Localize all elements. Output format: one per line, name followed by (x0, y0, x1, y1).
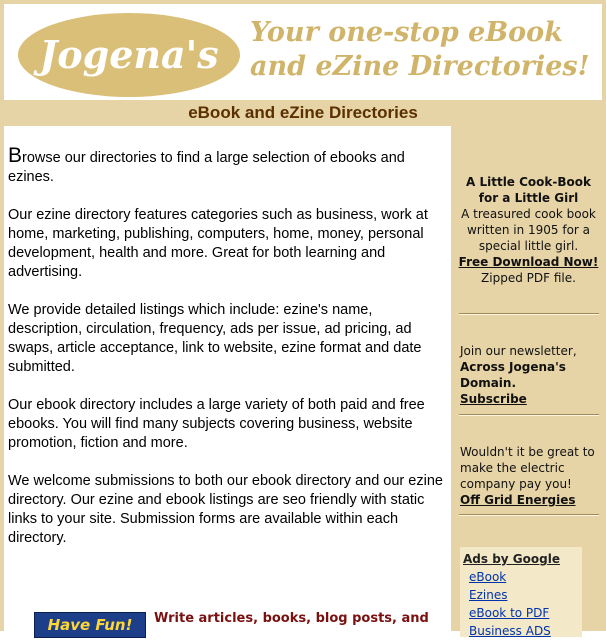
sidebar-divider (459, 313, 599, 315)
tagline-line-2: and eZine Directories! (250, 51, 590, 82)
sidebar-divider (459, 414, 599, 416)
promo-text[interactable]: Write articles, books, blog posts, and (154, 611, 429, 626)
site-logo[interactable]: Jogena's (39, 32, 219, 77)
submissions-paragraph: We welcome submissions to both our ebook directory and our ezine directory. Our ezine and ebook listings are seo friendly with static links to your site. Submission forms are available within each directory. (8, 473, 443, 546)
sidebar (453, 126, 602, 638)
page-title: eBook and eZine Directories (188, 103, 418, 122)
main-content (4, 126, 451, 634)
ad-link[interactable]: eBook (469, 570, 507, 584)
ads-heading[interactable]: Ads by Google (463, 552, 560, 566)
dropcap-letter: B (8, 144, 23, 167)
intro-paragraph (4, 146, 451, 187)
book-note: Zipped PDF file. (481, 271, 576, 285)
off-grid-energies-link[interactable]: Off Grid Energies (460, 493, 576, 507)
subscribe-link[interactable]: Subscribe (460, 392, 527, 406)
ebook-paragraph: Our ebook directory includes a large variety of both paid and free ebooks. You will find many subjects covering business, website promotion, fiction and more. (8, 397, 425, 451)
ad-link[interactable]: Ezines (469, 588, 508, 602)
ezine-paragraph: Our ezine directory features categories such as business, work at home, marketing, publishing, computers, home, money, personal development, health and more. Great for both learning and advertising. (8, 207, 428, 280)
free-download-link[interactable]: Free Download Now! (458, 255, 599, 269)
sidebar-divider (459, 514, 599, 516)
site-header (4, 4, 602, 100)
promo-banner-image[interactable]: Have Fun! (34, 612, 146, 638)
ad-link[interactable]: Business ADS (469, 624, 551, 638)
energy-block (460, 444, 602, 508)
newsletter-block (460, 343, 602, 407)
intro-text: rowse our directories to find a large selection of ebooks and ezines. (8, 150, 405, 185)
newsletter-intro: Join our newsletter, (460, 344, 577, 358)
site-tagline (250, 16, 602, 84)
book-title-line-1: A Little Cook-Book (466, 175, 591, 189)
ad-link[interactable]: eBook to PDF (469, 606, 550, 620)
google-ads-box (460, 547, 582, 637)
featured-book (457, 174, 600, 286)
listings-paragraph: We provide detailed listings which include: ezine's name, description, circulation, frequency, ads per issue, ad pricing, ad swaps, article acceptance, link to website, ezine format and date submitted. (8, 302, 422, 375)
energy-text: Wouldn't it be great to make the electric company pay you! (460, 445, 595, 491)
newsletter-name: Across Jogena's Domain. (460, 360, 566, 390)
book-description: A treasured cook book written in 1905 for a special little girl. (461, 207, 596, 253)
book-title-line-2: for a Little Girl (478, 191, 579, 205)
tagline-line-1: Your one-stop eBook (250, 17, 563, 48)
